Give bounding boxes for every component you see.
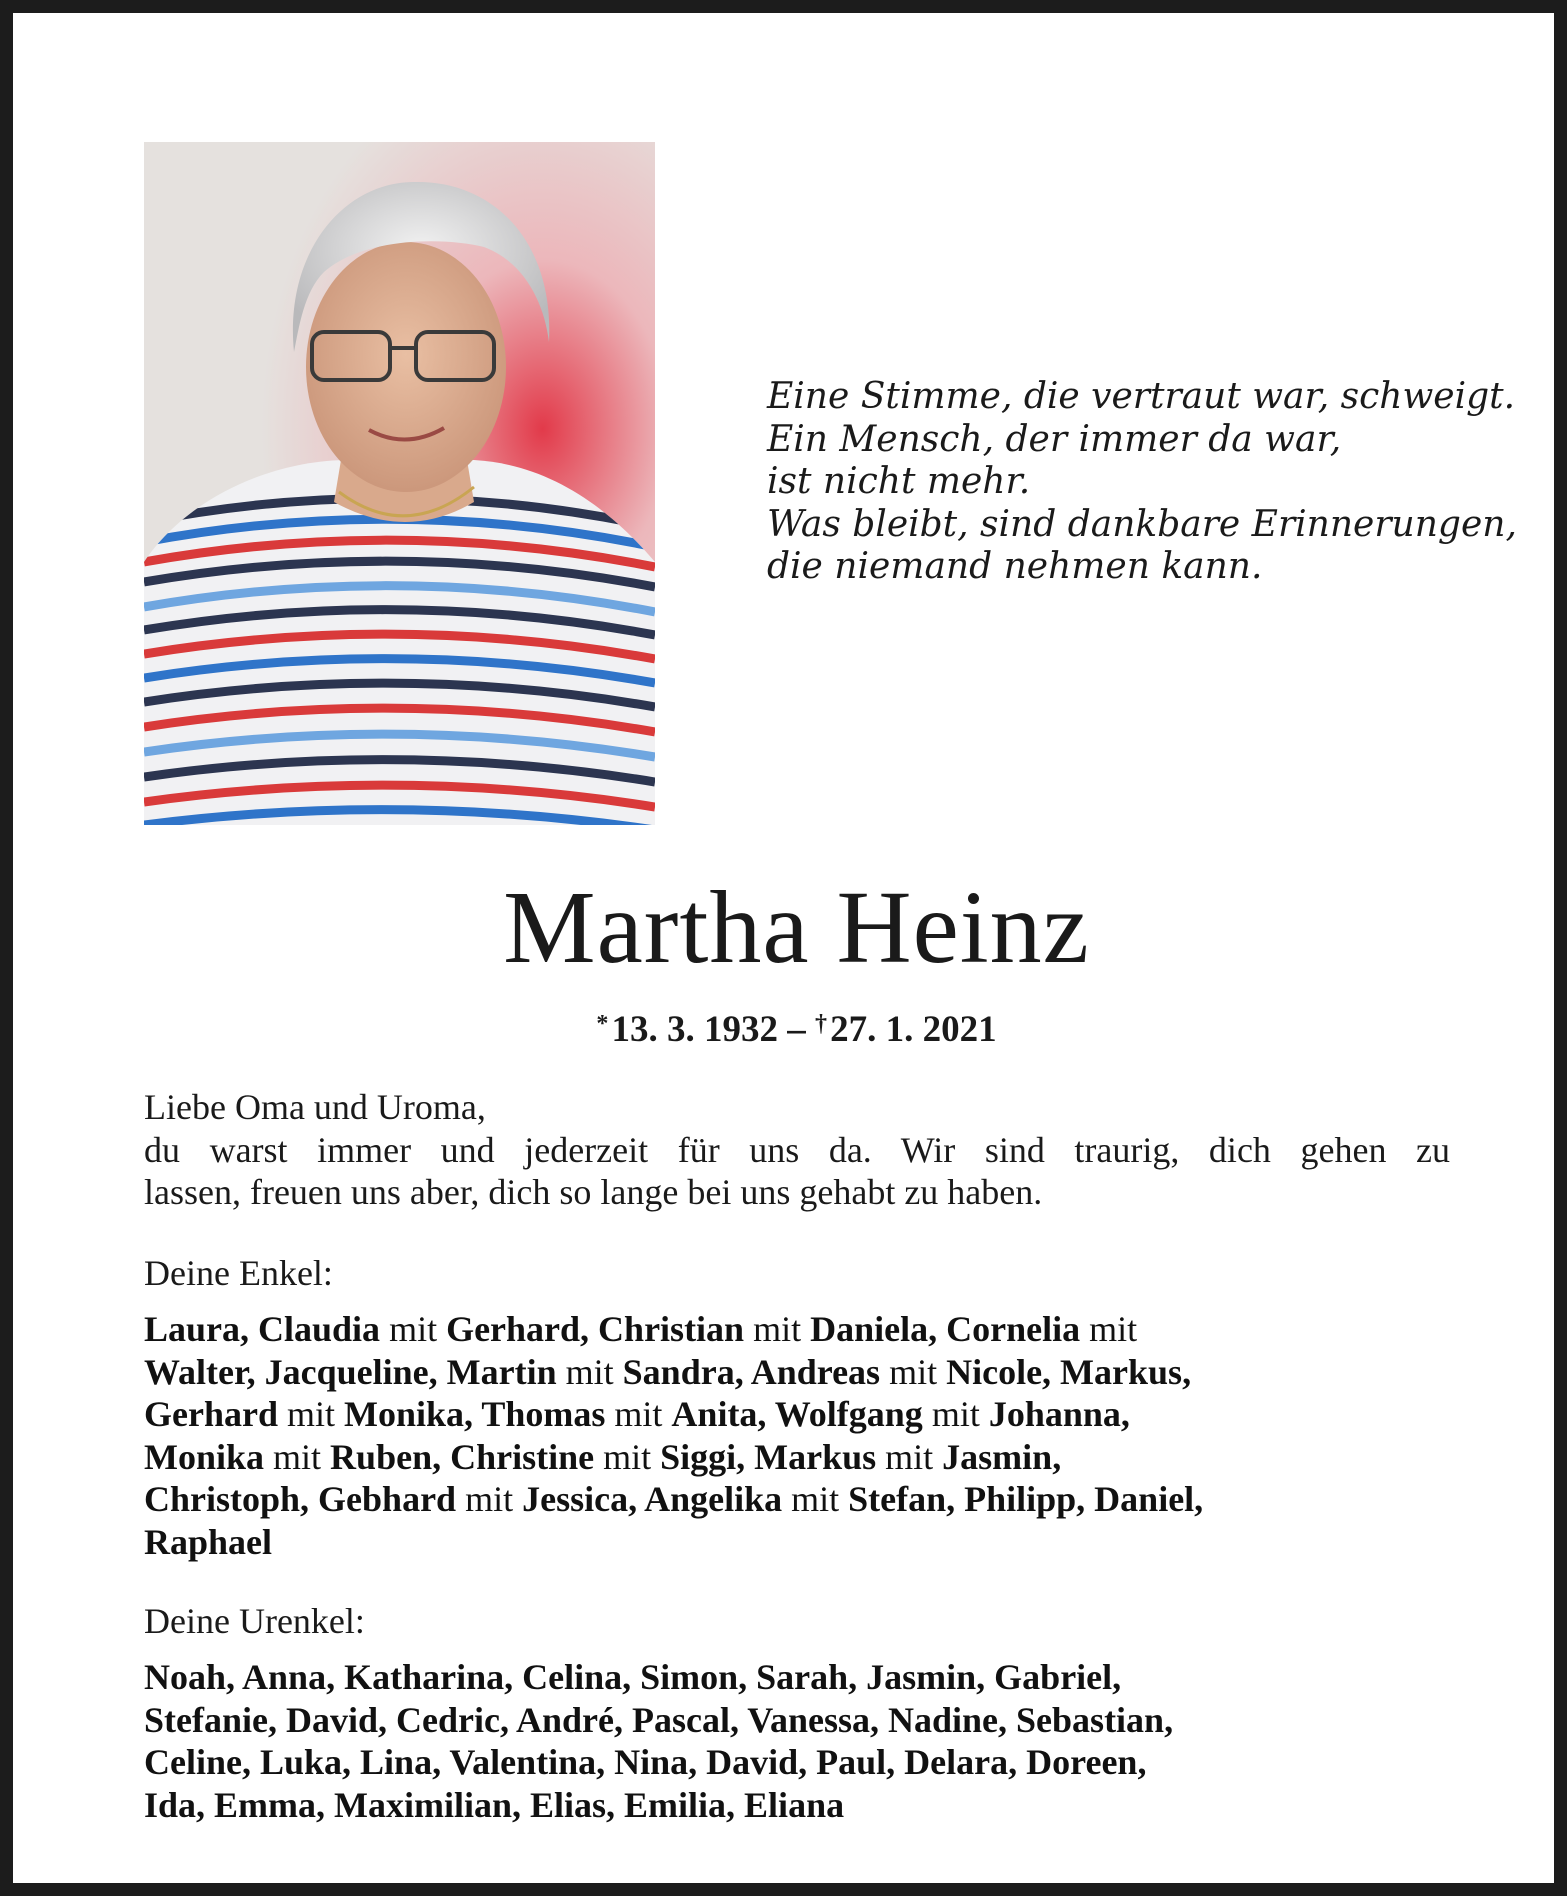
name-line [144,1308,1464,1351]
birth-date: 13. 3. 1932 [611,1009,778,1050]
grandchild-names: Siggi, Markus [660,1436,877,1477]
life-dates [13,1002,1567,1052]
quote-line: die niemand nehmen kann. [767,546,1263,587]
portrait-illustration [144,142,655,825]
connector-text: mit [605,1394,672,1434]
name-line: Celine, Luka, Lina, Valentina, Nina, David, Paul, Delara, Doreen, [144,1742,1147,1782]
connector-text: mit [876,1436,943,1477]
connector-text: mit [264,1436,331,1477]
connector-text: mit [456,1479,523,1519]
connector-text: mit [782,1479,849,1519]
grandchild-names: Christoph, Gebhard [144,1479,457,1519]
grandchild-names: Monika, Thomas [344,1394,606,1434]
death-date: 27. 1. 2021 [830,1009,997,1050]
date-separator: – [778,1009,815,1050]
grandchild-names: Johanna, [988,1394,1130,1434]
grandchild-names: Raphael [144,1521,273,1562]
grandchild-names: Gerhard, Christian [446,1309,745,1349]
grandchild-names: Sandra, Andreas [622,1351,881,1392]
portrait-photo [144,142,655,825]
quote-line: Was bleibt, sind dankbare Erinnerungen, [767,503,1517,545]
name-line [144,1478,1464,1521]
connector-text: mit [594,1436,661,1477]
grandchild-names: Daniela, Cornelia [810,1309,1081,1349]
message-line: lassen, freuen uns aber, dich so lange bei uns gehabt zu haben. [144,1172,1043,1212]
grandchild-names: Gerhard [144,1394,278,1434]
grandchild-names: Anita, Wolfgang [671,1394,923,1434]
grandchild-names: Stefan, Philipp, Daniel, [848,1479,1204,1519]
connector-text: mit [1080,1309,1138,1349]
grandchild-names: Laura, Claudia [144,1309,381,1349]
quote-line: ist nicht mehr. [767,461,1031,502]
name-line: Ida, Emma, Maximilian, Elias, Emilia, Eliana [144,1784,845,1825]
death-symbol: † [815,1011,827,1037]
name-line [144,1351,1464,1394]
memorial-quote [767,376,1517,589]
connector-text: mit [744,1309,811,1349]
name-line [144,1436,1464,1479]
birth-symbol: * [596,1011,609,1037]
quote-line: Ein Mensch, der immer da war, [767,418,1342,460]
farewell-message [144,1086,1450,1214]
grandchild-names: Ruben, Christine [330,1436,595,1477]
name-line: Stefanie, David, Cedric, André, Pascal, Vanessa, Nadine, Sebastian, [144,1699,1174,1740]
grandchild-names: Jessica, Angelika [522,1479,783,1519]
grandchild-names: Monika [144,1436,265,1477]
message-line: du warst immer und jederzeit für uns da. Wir sind traurig, dich gehen zu [144,1129,1450,1170]
connector-text: mit [880,1351,947,1392]
name-line: Noah, Anna, Katharina, Celina, Simon, Sarah, Jasmin, Gabriel, [144,1657,1122,1697]
grandchild-names: Walter, Jacqueline, Martin [144,1351,557,1392]
message-salutation: Liebe Oma und Uroma, [144,1087,486,1127]
grandchild-names: Jasmin, [942,1436,1062,1477]
grandchild-names: Nicole, Markus, [946,1351,1192,1392]
great-grandchildren-label: Deine Urenkel: [144,1601,365,1641]
grandchildren-list [144,1308,1464,1563]
name-line [144,1521,1464,1564]
great-grandchildren-list [144,1656,1464,1826]
connector-text: mit [922,1394,989,1434]
connector-text: mit [380,1309,447,1349]
connector-text: mit [277,1394,344,1434]
quote-line: Eine Stimme, die vertraut war, schweigt. [767,376,1516,417]
name-line [144,1393,1464,1436]
connector-text: mit [556,1351,623,1392]
grandchildren-label: Deine Enkel: [144,1253,333,1293]
deceased-name: Martha Heinz [503,870,1090,985]
